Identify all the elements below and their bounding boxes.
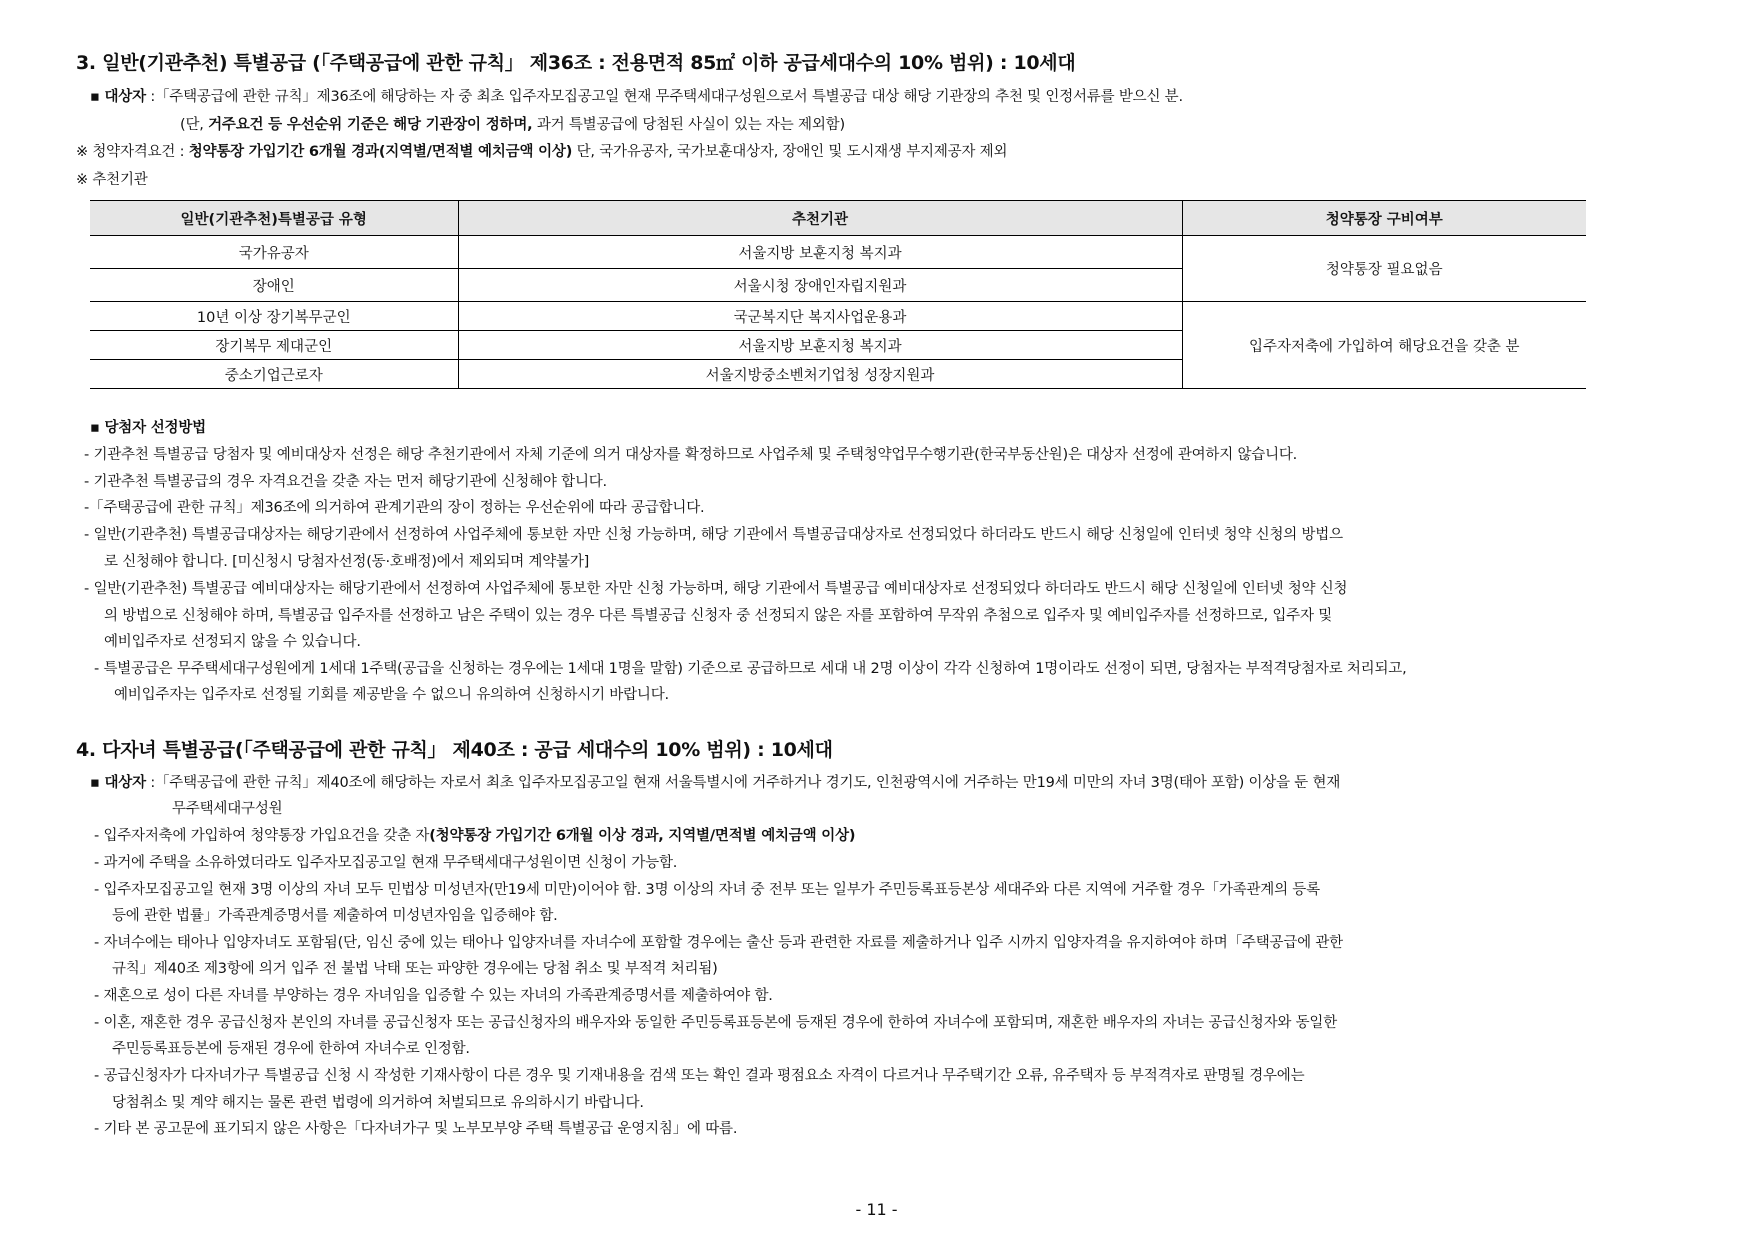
selection-line: - 기관추천 특별공급 당첨자 및 예비대상자 선정은 해당 추천기관에서 자체 기준에 의거 대상자를 확정하므로 사업주체 및 주택청약업무수행기관(한국부동산원)은 대상자 선정에 관여하지 않습니다. — [84, 447, 1298, 463]
section-3-target — [90, 85, 1183, 106]
cell-type: 중소기업근로자 — [90, 360, 458, 389]
selection-line: - 일반(기관추천) 특별공급대상자는 해당기관에서 선정하여 사업주체에 통보한 자만 신청 가능하며, 해당 기관에서 특별공급대상자로 선정되었다 하더라도 반드시 해당 신청일에 인터넷 청약 신청의 방법으 — [84, 527, 1343, 543]
section-4-line: 규칙」제40조 제3항에 의거 입주 전 불법 낙태 또는 파양한 경우에는 당첨 취소 및 부적격 처리됨) — [112, 961, 718, 977]
recommend-agency-table — [90, 200, 1586, 389]
section-3-title: 3. 일반(기관추천) 특별공급 (「주택공급에 관한 규칙」 제36조 : 전용면적 85㎡ 이하 공급세대수의 10% 범위) : 10세대 — [76, 52, 1076, 74]
header-account: 청약통장 구비여부 — [1182, 201, 1586, 236]
section-4-line: - 입주자모집공고일 현재 3명 이상의 자녀 모두 민법상 미성년자(만19세 미만)이어야 함. 3명 이상의 자녀 중 전부 또는 일부가 주민등록표등본상 세대주와 다른 지역에 거주할 경우「가족관계의 등록 — [94, 882, 1320, 898]
req-post: 단, 국가유공자, 국가보훈대상자, 장애인 및 도시재생 부지제공자 제외 — [572, 144, 1008, 160]
section-4-target-cont: 무주택세대구성원 — [172, 801, 283, 817]
selection-line: - 일반(기관추천) 특별공급 예비대상자는 해당기관에서 선정하여 사업주체에 통보한 자만 신청 가능하며, 해당 기관에서 특별공급 예비대상자로 선정되었다 하더라도 반드시 해당 신청일에 인터넷 청약 신청 — [84, 581, 1348, 597]
section-4-line: - 기타 본 공고문에 표기되지 않은 사항은「다자녀가구 및 노부모부양 주택 특별공급 운영지침」에 따름. — [94, 1121, 738, 1137]
selection-title: ▪ 당첨자 선정방법 — [90, 420, 206, 436]
cell-agency: 서울지방중소벤처기업청 성장지원과 — [458, 360, 1182, 389]
recommend-agency-note: ※ 추천기관 — [76, 172, 148, 188]
selection-line: - 특별공급은 무주택세대구성원에게 1세대 1주택(공급을 신청하는 경우에는 1세대 1명을 말함) 기준으로 공급하므로 세대 내 2명 이상이 각각 신청하여 1명이라도 선정이 되면, 당첨자는 부적격당첨자로 처리되고, — [94, 661, 1407, 677]
cell-agency: 서울시청 장애인자립지원과 — [458, 269, 1182, 302]
note-bold: 거주요건 등 우선순위 기준은 해당 기관장이 정하며, — [208, 117, 533, 133]
cell-type: 10년 이상 장기복무군인 — [90, 302, 458, 331]
req-bold: 청약통장 가입기간 6개월 경과(지역별/면적별 예치금액 이상) — [188, 144, 573, 160]
table-row — [90, 302, 1586, 331]
note-pre: (단, — [180, 117, 209, 133]
target-label: ▪ 대상자 — [90, 89, 146, 105]
cell-agency: 국군복지단 복지사업운용과 — [458, 302, 1182, 331]
selection-line: 예비입주자로 선정되지 않을 수 있습니다. — [104, 634, 361, 650]
table-header-row — [90, 201, 1586, 236]
section-4-line — [94, 824, 855, 845]
section-4-target — [90, 771, 1340, 792]
section-4-line: - 공급신청자가 다자녀가구 특별공급 신청 시 작성한 기재사항이 다른 경우 및 기재내용을 검색 또는 확인 결과 평점요소 자격이 다르거나 무주택기간 오류, 유주택자 등 부적격자로 판명될 경우에는 — [94, 1068, 1305, 1084]
req-pre: ※ 청약자격요건 : — [76, 144, 189, 160]
selection-line: -「주택공급에 관한 규칙」제36조에 의거하여 관계기관의 장이 정하는 우선순위에 따라 공급합니다. — [84, 500, 705, 516]
header-type: 일반(기관추천)특별공급 유형 — [90, 201, 458, 236]
selection-line: 의 방법으로 신청해야 하며, 특별공급 입주자를 선정하고 남은 주택이 있는 경우 다른 특별공급 신청자 중 선정되지 않은 자를 포함하여 무작위 추첨으로 입주자 및 예비입주자를 선정하므로, 입주자 및 — [104, 608, 1333, 624]
section-4-line: - 이혼, 재혼한 경우 공급신청자 본인의 자녀를 공급신청자 또는 공급신청자의 배우자와 동일한 주민등록표등본에 등재된 경우에 한하여 자녀수에 포함되며, 재혼한 배우자의 자녀는 공급신청자와 동일한 — [94, 1015, 1338, 1031]
selection-line: 로 신청해야 합니다. [미신청시 당첨자선정(동·호배정)에서 제외되며 계약불가] — [104, 554, 590, 570]
section-4-line: - 재혼으로 성이 다른 자녀를 부양하는 경우 자녀임을 입증할 수 있는 자녀의 가족관계증명서를 제출하여야 함. — [94, 988, 773, 1004]
section-4-line: 당첨취소 및 계약 해지는 물론 관련 법령에 의거하여 처벌되므로 유의하시기 바랍니다. — [112, 1095, 644, 1111]
section-4-line: - 자녀수에는 태아나 입양자녀도 포함됨(단, 임신 중에 있는 태아나 입양자녀를 자녀수에 포함할 경우에는 출산 등과 관련한 자료를 제출하거나 입주 시까지 입양자격을 유지하여야 하며「주택공급에 관한 — [94, 935, 1343, 951]
section-3-target-note — [180, 113, 845, 134]
cell-type: 장기복무 제대군인 — [90, 331, 458, 360]
cell-agency: 서울지방 보훈지청 복지과 — [458, 331, 1182, 360]
cell-account-b: 입주자저축에 가입하여 해당요건을 갖춘 분 — [1182, 302, 1586, 389]
cell-type: 장애인 — [90, 269, 458, 302]
section-4-line: - 과거에 주택을 소유하였더라도 입주자모집공고일 현재 무주택세대구성원이면 신청이 가능함. — [94, 855, 678, 871]
line-pre: - 입주자저축에 가입하여 청약통장 가입요건을 갖춘 자 — [94, 828, 430, 844]
cell-account-a: 청약통장 필요없음 — [1182, 236, 1586, 302]
selection-line: 예비입주자는 입주자로 선정될 기회를 제공받을 수 없으니 유의하여 신청하시기 바랍니다. — [114, 687, 669, 703]
cell-type: 국가유공자 — [90, 236, 458, 269]
target-text: :「주택공급에 관한 규칙」제40조에 해당하는 자로서 최초 입주자모집공고일 현재 서울특별시에 거주하거나 경기도, 인천광역시에 거주하는 만19세 미만의 자녀 3명(태아 포함) 이상을 둔 현재 — [145, 775, 1341, 791]
header-agency: 추천기관 — [458, 201, 1182, 236]
target-label: ▪ 대상자 — [90, 775, 146, 791]
section-4-line: 주민등록표등본에 등재된 경우에 한하여 자녀수로 인정함. — [112, 1041, 470, 1057]
cell-agency: 서울지방 보훈지청 복지과 — [458, 236, 1182, 269]
line-bold: (청약통장 가입기간 6개월 이상 경과, 지역별/면적별 예치금액 이상) — [429, 828, 856, 844]
section-4-title: 4. 다자녀 특별공급(「주택공급에 관한 규칙」 제40조 : 공급 세대수의 10% 범위) : 10세대 — [76, 739, 833, 761]
section-4-line: 등에 관한 법률」가족관계증명서를 제출하여 미성년자임을 입증해야 함. — [112, 908, 558, 924]
table-row — [90, 236, 1586, 269]
target-text: :「주택공급에 관한 규칙」제36조에 해당하는 자 중 최초 입주자모집공고일 현재 무주택세대구성원으로서 특별공급 대상 해당 기관장의 추천 및 인정서류를 받으신 분. — [145, 89, 1183, 105]
section-3-requirement — [76, 140, 1007, 161]
selection-line: - 기관추천 특별공급의 경우 자격요건을 갖춘 자는 먼저 해당기관에 신청해야 합니다. — [84, 474, 607, 490]
note-post: 과거 특별공급에 당첨된 사실이 있는 자는 제외함) — [532, 117, 845, 133]
page-number: - 11 - — [855, 1200, 898, 1219]
